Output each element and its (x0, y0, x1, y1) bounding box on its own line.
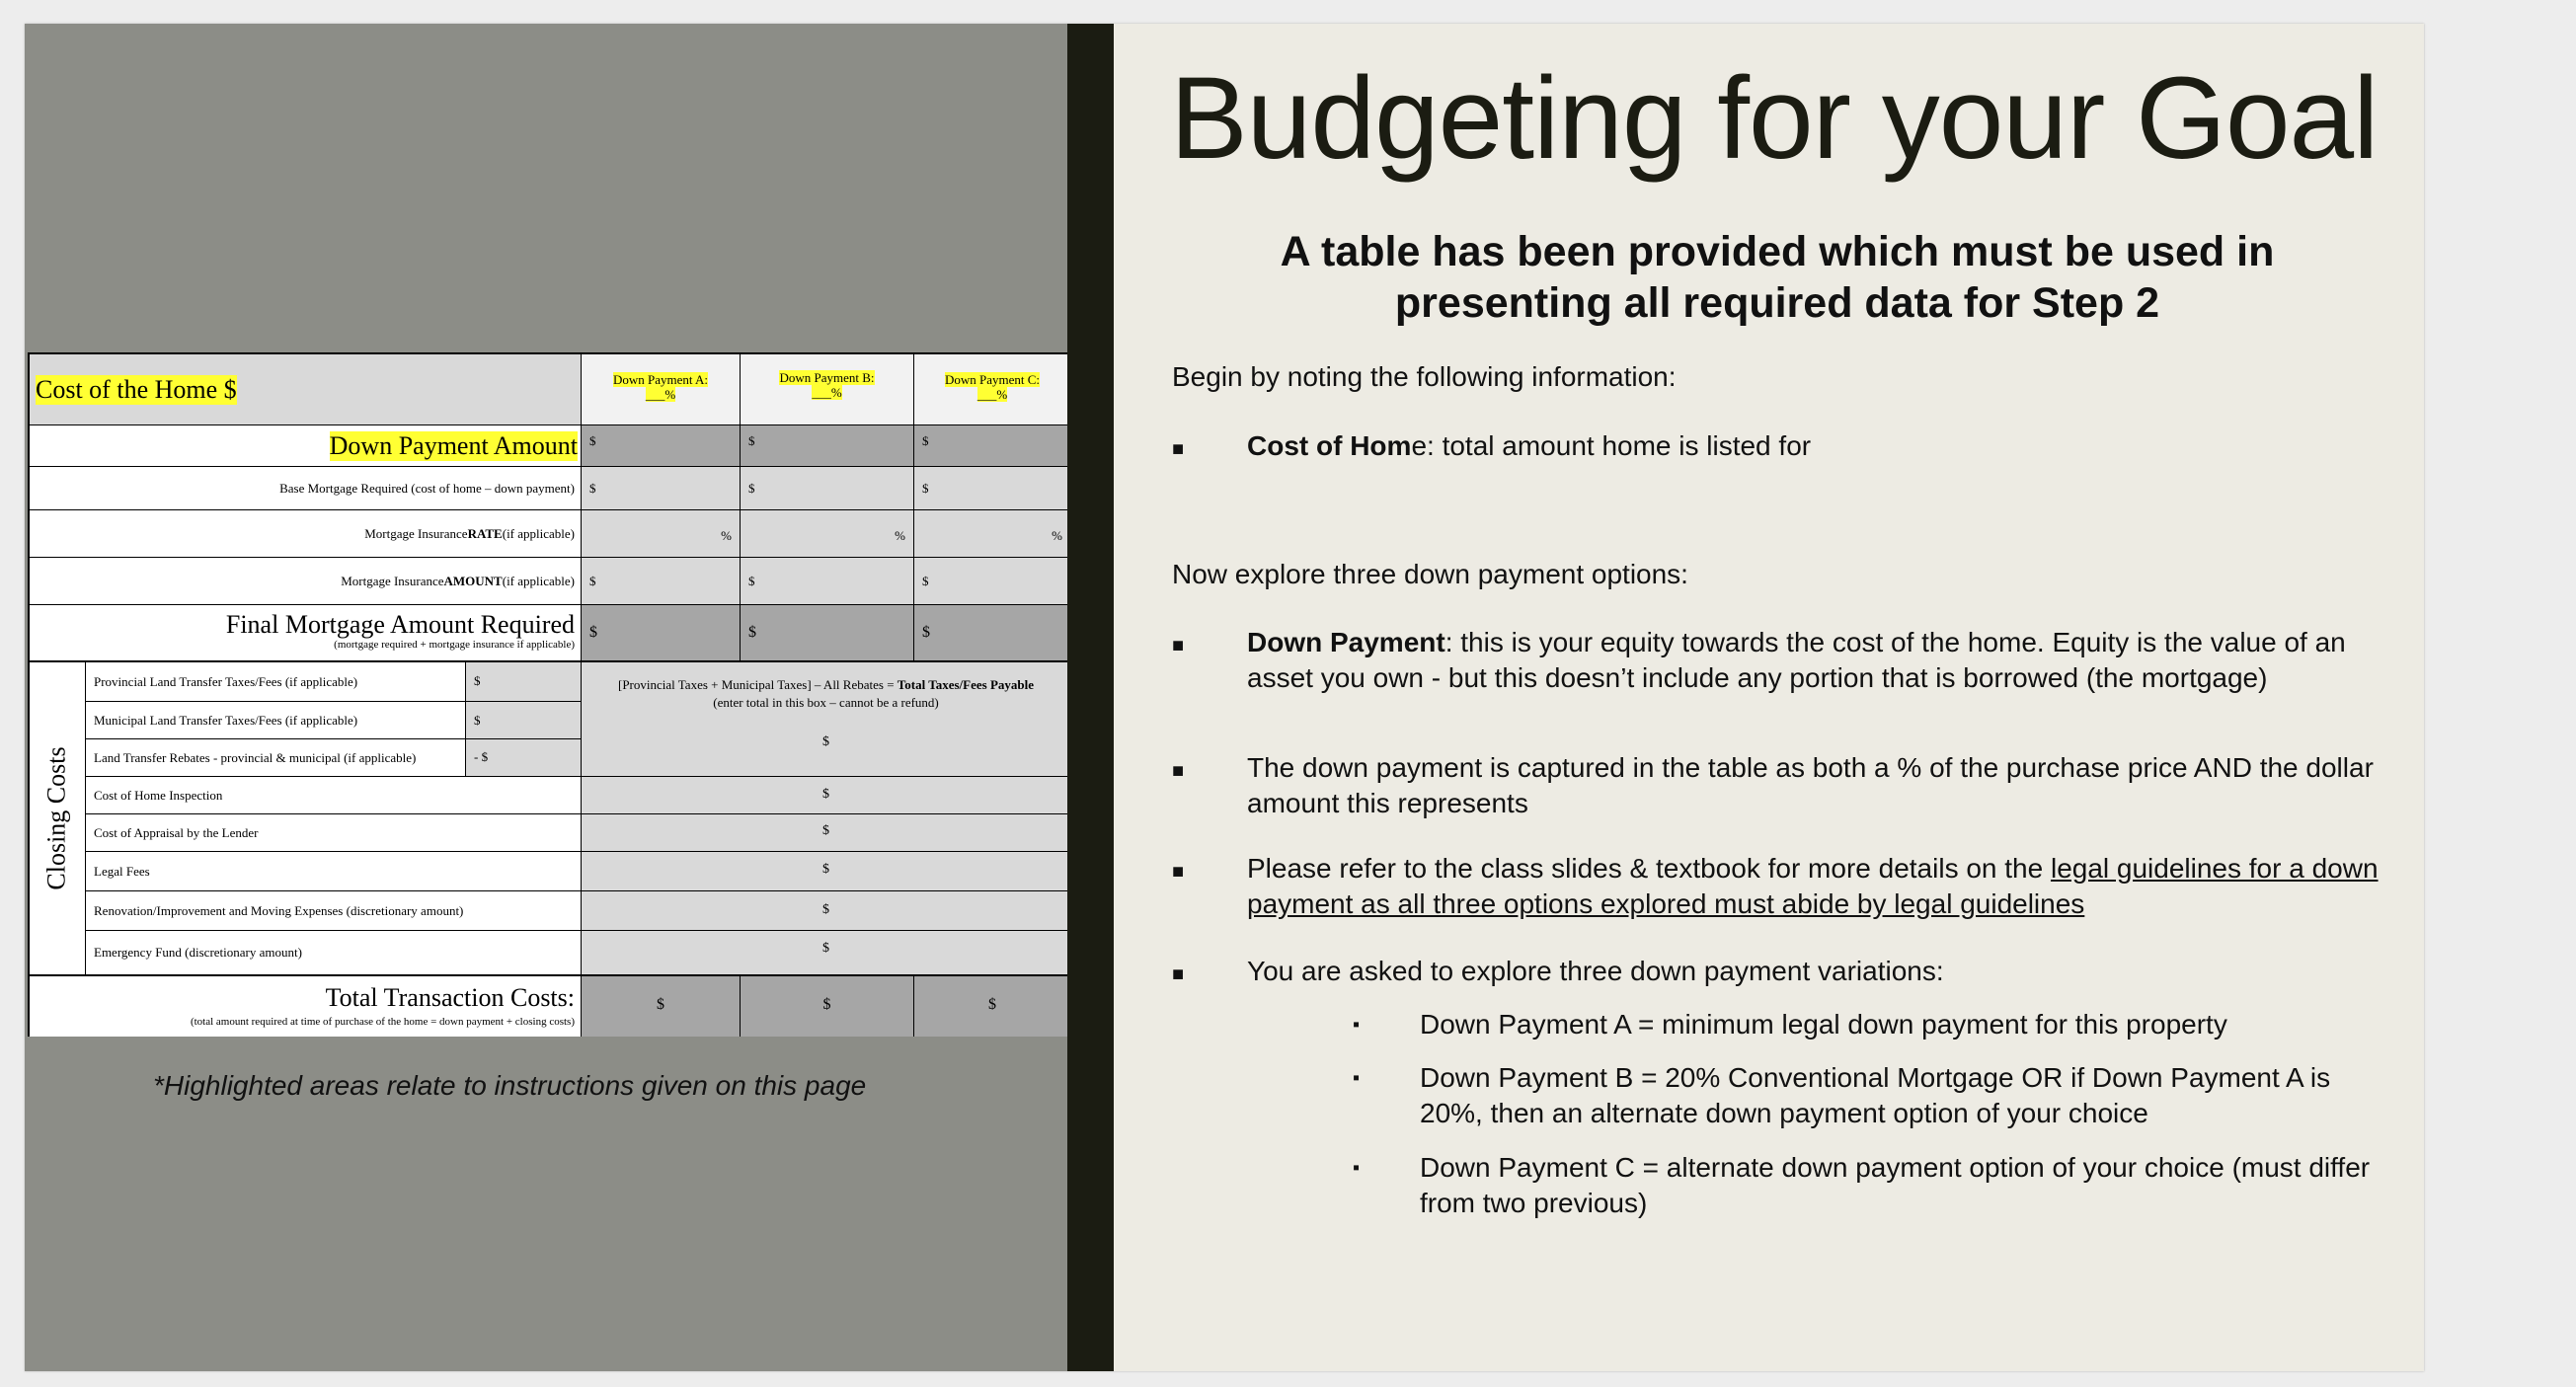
bullet-marker: ■ (1172, 760, 1185, 782)
down-payment-c-value[interactable]: $ (914, 425, 1070, 467)
total-taxes-note: (enter total in this box – cannot be a refund) (713, 695, 939, 710)
mi-rate-b[interactable]: % (741, 510, 914, 558)
closing-row-emergency-fund: Emergency Fund (discretionary amount) (86, 931, 582, 976)
bullet-marker: ■ (1172, 861, 1185, 883)
slide-title: Budgeting for your Goal (1170, 53, 2379, 184)
header-down-payment-c: Down Payment C: ___% (914, 354, 1070, 425)
legal-fees-value[interactable]: $ (582, 852, 1070, 891)
down-payment-amount-label-cell: Down Payment Amount (30, 425, 582, 467)
highlight-footnote: *Highlighted areas relate to instructions given on this page (153, 1070, 867, 1101)
total-transaction-a[interactable]: $ (582, 976, 741, 1037)
total-taxes-formula: [Provincial Taxes + Municipal Taxes] – All Rebates = Total Taxes/Fees Payable (618, 677, 1034, 692)
base-mortgage-label: Base Mortgage Required (cost of home – down payment) (30, 467, 582, 510)
closing-row-municipal-tax: Municipal Land Transfer Taxes/Fees (if applicable) (86, 702, 466, 739)
final-mortgage-label: Final Mortgage Amount Required (225, 610, 575, 639)
provincial-tax-input[interactable]: $ (466, 662, 582, 702)
closing-row-rebates: Land Transfer Rebates - provincial & municipal (if applicable) (86, 739, 466, 777)
municipal-tax-input[interactable]: $ (466, 702, 582, 739)
closing-costs-side-cell (30, 662, 86, 976)
bullet-marker: ■ (1172, 963, 1185, 985)
rebates-input[interactable]: - $ (466, 739, 582, 777)
base-mortgage-a[interactable]: $ (582, 467, 741, 510)
base-mortgage-c[interactable]: $ (914, 467, 1070, 510)
home-inspection-value[interactable]: $ (582, 777, 1070, 814)
final-mortgage-note: (mortgage required + mortgage insurance if applicable) (334, 639, 575, 651)
renovation-moving-value[interactable]: $ (582, 891, 1070, 931)
down-payment-a-value[interactable]: $ (582, 425, 741, 467)
cost-of-home-label: Cost of the Home $ (36, 374, 237, 404)
closing-row-appraisal: Cost of Appraisal by the Lender (86, 814, 582, 852)
final-mortgage-a[interactable]: $ (582, 605, 741, 662)
total-taxes-payable-cell[interactable] (582, 662, 1070, 777)
budget-table (28, 352, 1072, 1037)
final-mortgage-b[interactable]: $ (741, 605, 914, 662)
header-down-payment-a: Down Payment A: ___% (582, 354, 741, 425)
sub-bullet-marker: ▪ (1353, 1067, 1361, 1089)
total-transaction-label-cell (30, 976, 582, 1037)
cost-of-home-cell (30, 354, 582, 425)
closing-row-legal-fees: Legal Fees (86, 852, 582, 891)
final-mortgage-label-cell (30, 605, 582, 662)
bullet-marker: ■ (1172, 635, 1185, 656)
total-transaction-c[interactable]: $ (914, 976, 1070, 1037)
mi-rate-a[interactable]: % (582, 510, 741, 558)
total-transaction-label: Total Transaction Costs: (325, 983, 575, 1012)
closing-row-home-inspection: Cost of Home Inspection (86, 777, 582, 814)
mortgage-insurance-amount-label: Mortgage Insurance AMOUNT (if applicable) (30, 558, 582, 605)
appraisal-value[interactable]: $ (582, 814, 1070, 852)
header-down-payment-b: Down Payment B: ___% (741, 354, 914, 425)
intro-text: Begin by noting the following information: (1172, 361, 1677, 392)
mi-rate-c[interactable]: % (914, 510, 1070, 558)
sub-bullet-marker: ▪ (1353, 1014, 1361, 1036)
bullet-marker: ■ (1172, 438, 1185, 460)
final-mortgage-c[interactable]: $ (914, 605, 1070, 662)
closing-row-renovation-moving: Renovation/Improvement and Moving Expenses (discretionary amount) (86, 891, 582, 931)
left-panel (25, 24, 1067, 1371)
sub-bullet-marker: ▪ (1353, 1157, 1361, 1179)
mortgage-insurance-rate-label: Mortgage Insurance RATE (if applicable) (30, 510, 582, 558)
panel-divider (1067, 24, 1114, 1371)
explore-text: Now explore three down payment options: (1172, 559, 1688, 589)
base-mortgage-b[interactable]: $ (741, 467, 914, 510)
total-transaction-note: (total amount required at time of purchase of the home = down payment + closing costs) (190, 1016, 575, 1028)
mi-amount-a[interactable]: $ (582, 558, 741, 605)
legal-guidelines-link[interactable]: legal guidelines for a down payment as all three options explored must abide by legal guidelines (1247, 853, 2379, 919)
total-taxes-dollar: $ (822, 734, 829, 749)
total-transaction-b[interactable]: $ (741, 976, 914, 1037)
down-payment-b-value[interactable]: $ (741, 425, 914, 467)
slide-subtitle: A table has been provided which must be used in presenting all required data for Step 2 (1280, 228, 2275, 327)
mi-amount-c[interactable]: $ (914, 558, 1070, 605)
mi-amount-b[interactable]: $ (741, 558, 914, 605)
closing-costs-label: Closing Costs (42, 746, 71, 890)
emergency-fund-value[interactable]: $ (582, 931, 1070, 976)
slide: Cost of the Home $ Down Payment A: ___% Down Payment B: ___% Down Payment C: ___% Down Payment Amount $ $ $ Base Mortgage Required (cost of home – down payment) $ $ $ Mortgage Insurance RATE (if applicable) % % % Mortgage Insurance AMOUNT (if applicable) $ $ $ Final Mortgage Amount Required (mortgage required + mortgage insurance if applicable) $ $ $ Closing Costs Provincial Land Transfer Taxes/Fees (if applicable) $ Municipal Land Transfer Taxes/Fees (if applicable) $ Land Transfer Rebates - provincial & municipal (if applicable) - $ [Provincial Taxes + Municipal Taxes] – All Rebates = Total Taxes/Fees Payable (enter total in this box – cannot be a refund) $ Cost of Home Inspection $ Cost of Appraisal by the Lender $ Legal Fees $ Renovation/Improvement and Moving Expenses (discretionary amount) $ Emergency Fund (discretionary amount) $ Total Transaction Costs: (total amount required at time of purchase of the home = down payment + closing costs) $ $ $ *Highlighted areas relate to instructions given on this page Budgeting for your Goal A table has been provided which must be used in presenting all required data for Step 2 Begin by noting the following information: ■ Cost of Home: total amount home is listed for Now explore three down payment options: ■ Down Payment: this is your equity towards the cost of the home. Equity is the value of an asset you own - but this doesn’t include any portion that is borrowed (the mortgage) ■ The down payment is captured in the table as both a % of the purchase price AND the dollar amount this represents ■ Please refer to the class slides & textbook for more details on the legal guidelines for a down payment as all three options explored must abide by legal guidelines ■ You are asked to explore three down payment variations: ▪ Down Payment A = minimum legal down payment for this property ▪ Down Payment B = 20% Conventional Mortgage OR if Down Payment A is 20%, then an alternate down payment option of your choice ▪ Down Payment C = alternate down payment option of your choice (must differ from two previous) (25, 24, 2424, 1371)
closing-row-provincial-tax: Provincial Land Transfer Taxes/Fees (if applicable) (86, 662, 466, 702)
